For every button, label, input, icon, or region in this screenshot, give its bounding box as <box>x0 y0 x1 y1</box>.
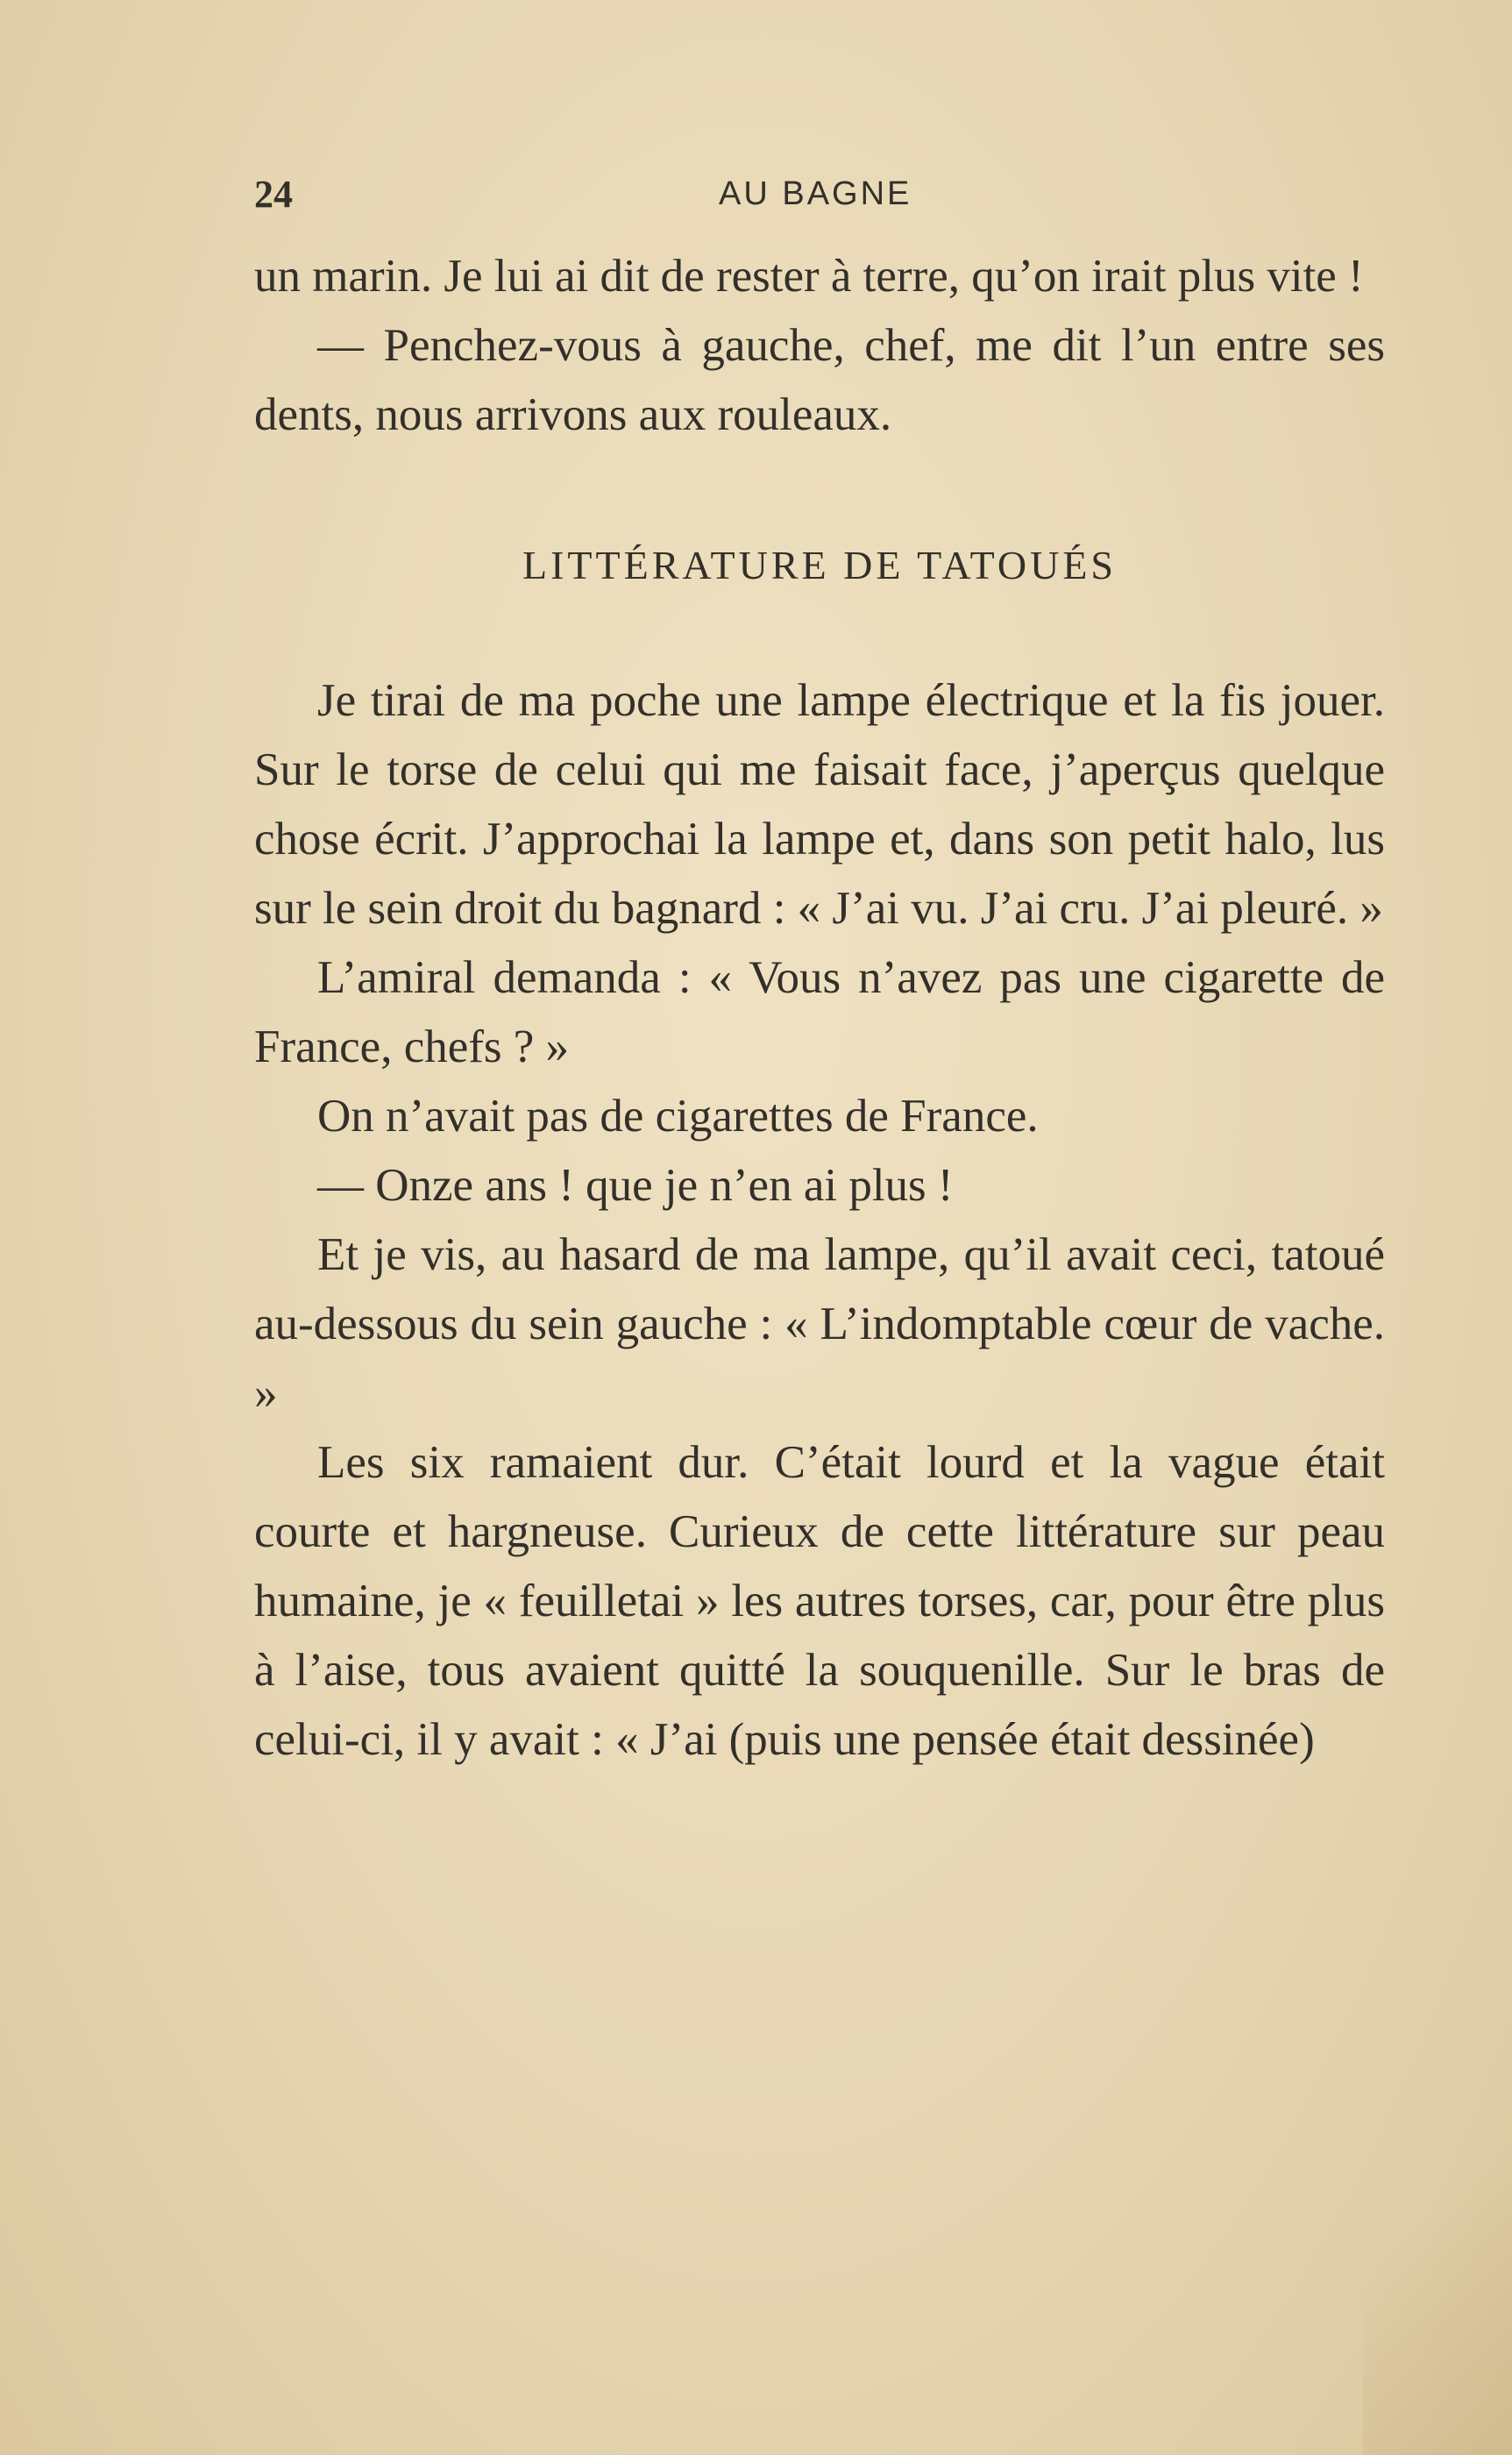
paragraph: — Onze ans ! que je n’en ai plus ! <box>317 1160 954 1211</box>
paragraph: — Penchez-vous à gauche, chef, me dit l’un entre ses dents, nous arrivons aux rouleaux. <box>254 320 1385 440</box>
running-title: AU BAGNE <box>719 175 912 212</box>
page-edge-stain <box>1363 2139 1512 2455</box>
paragraph: L’amiral demanda : « Vous n’avez pas une cigarette de France, chefs ? » <box>254 952 1385 1072</box>
paragraph: Et je vis, au hasard de ma lampe, qu’il avait ceci, tatoué au-dessous du sein gauche : « L’indomptable cœur de vache. » <box>254 1229 1385 1419</box>
section-heading: LITTÉRATURE DE TATOUÉS <box>522 543 1118 587</box>
paragraph: On n’avait pas de cigarettes de France. <box>317 1091 1039 1142</box>
paragraph-continuation: un marin. Je lui ai dit de rester à terre, qu’on irait plus vite ! <box>254 251 1364 302</box>
paragraph: Les six ramaient dur. C’était lourd et la vague était courte et hargneuse. Curieux de cette littérature sur peau humaine, je « feuilletai » les autres torses, car, pour être plus à l’aise, tous avaient quitté la souquenille. Sur le bras de celui-ci, il y avait : « J’ai (puis une pensée était dessinée) <box>254 1437 1385 1765</box>
paragraph: Je tirai de ma poche une lampe électrique et la fis jouer. Sur le torse de celui qui me faisait face, j’aperçus quelque chose écrit. J’approchai la lampe et, dans son petit halo, lus sur le sein droit du bagnard : « J’ai vu. J’ai cru. J’ai pleuré. » <box>254 675 1385 934</box>
running-header <box>254 172 1385 224</box>
page-number: 24 <box>254 173 293 216</box>
text-body <box>254 242 1385 1775</box>
